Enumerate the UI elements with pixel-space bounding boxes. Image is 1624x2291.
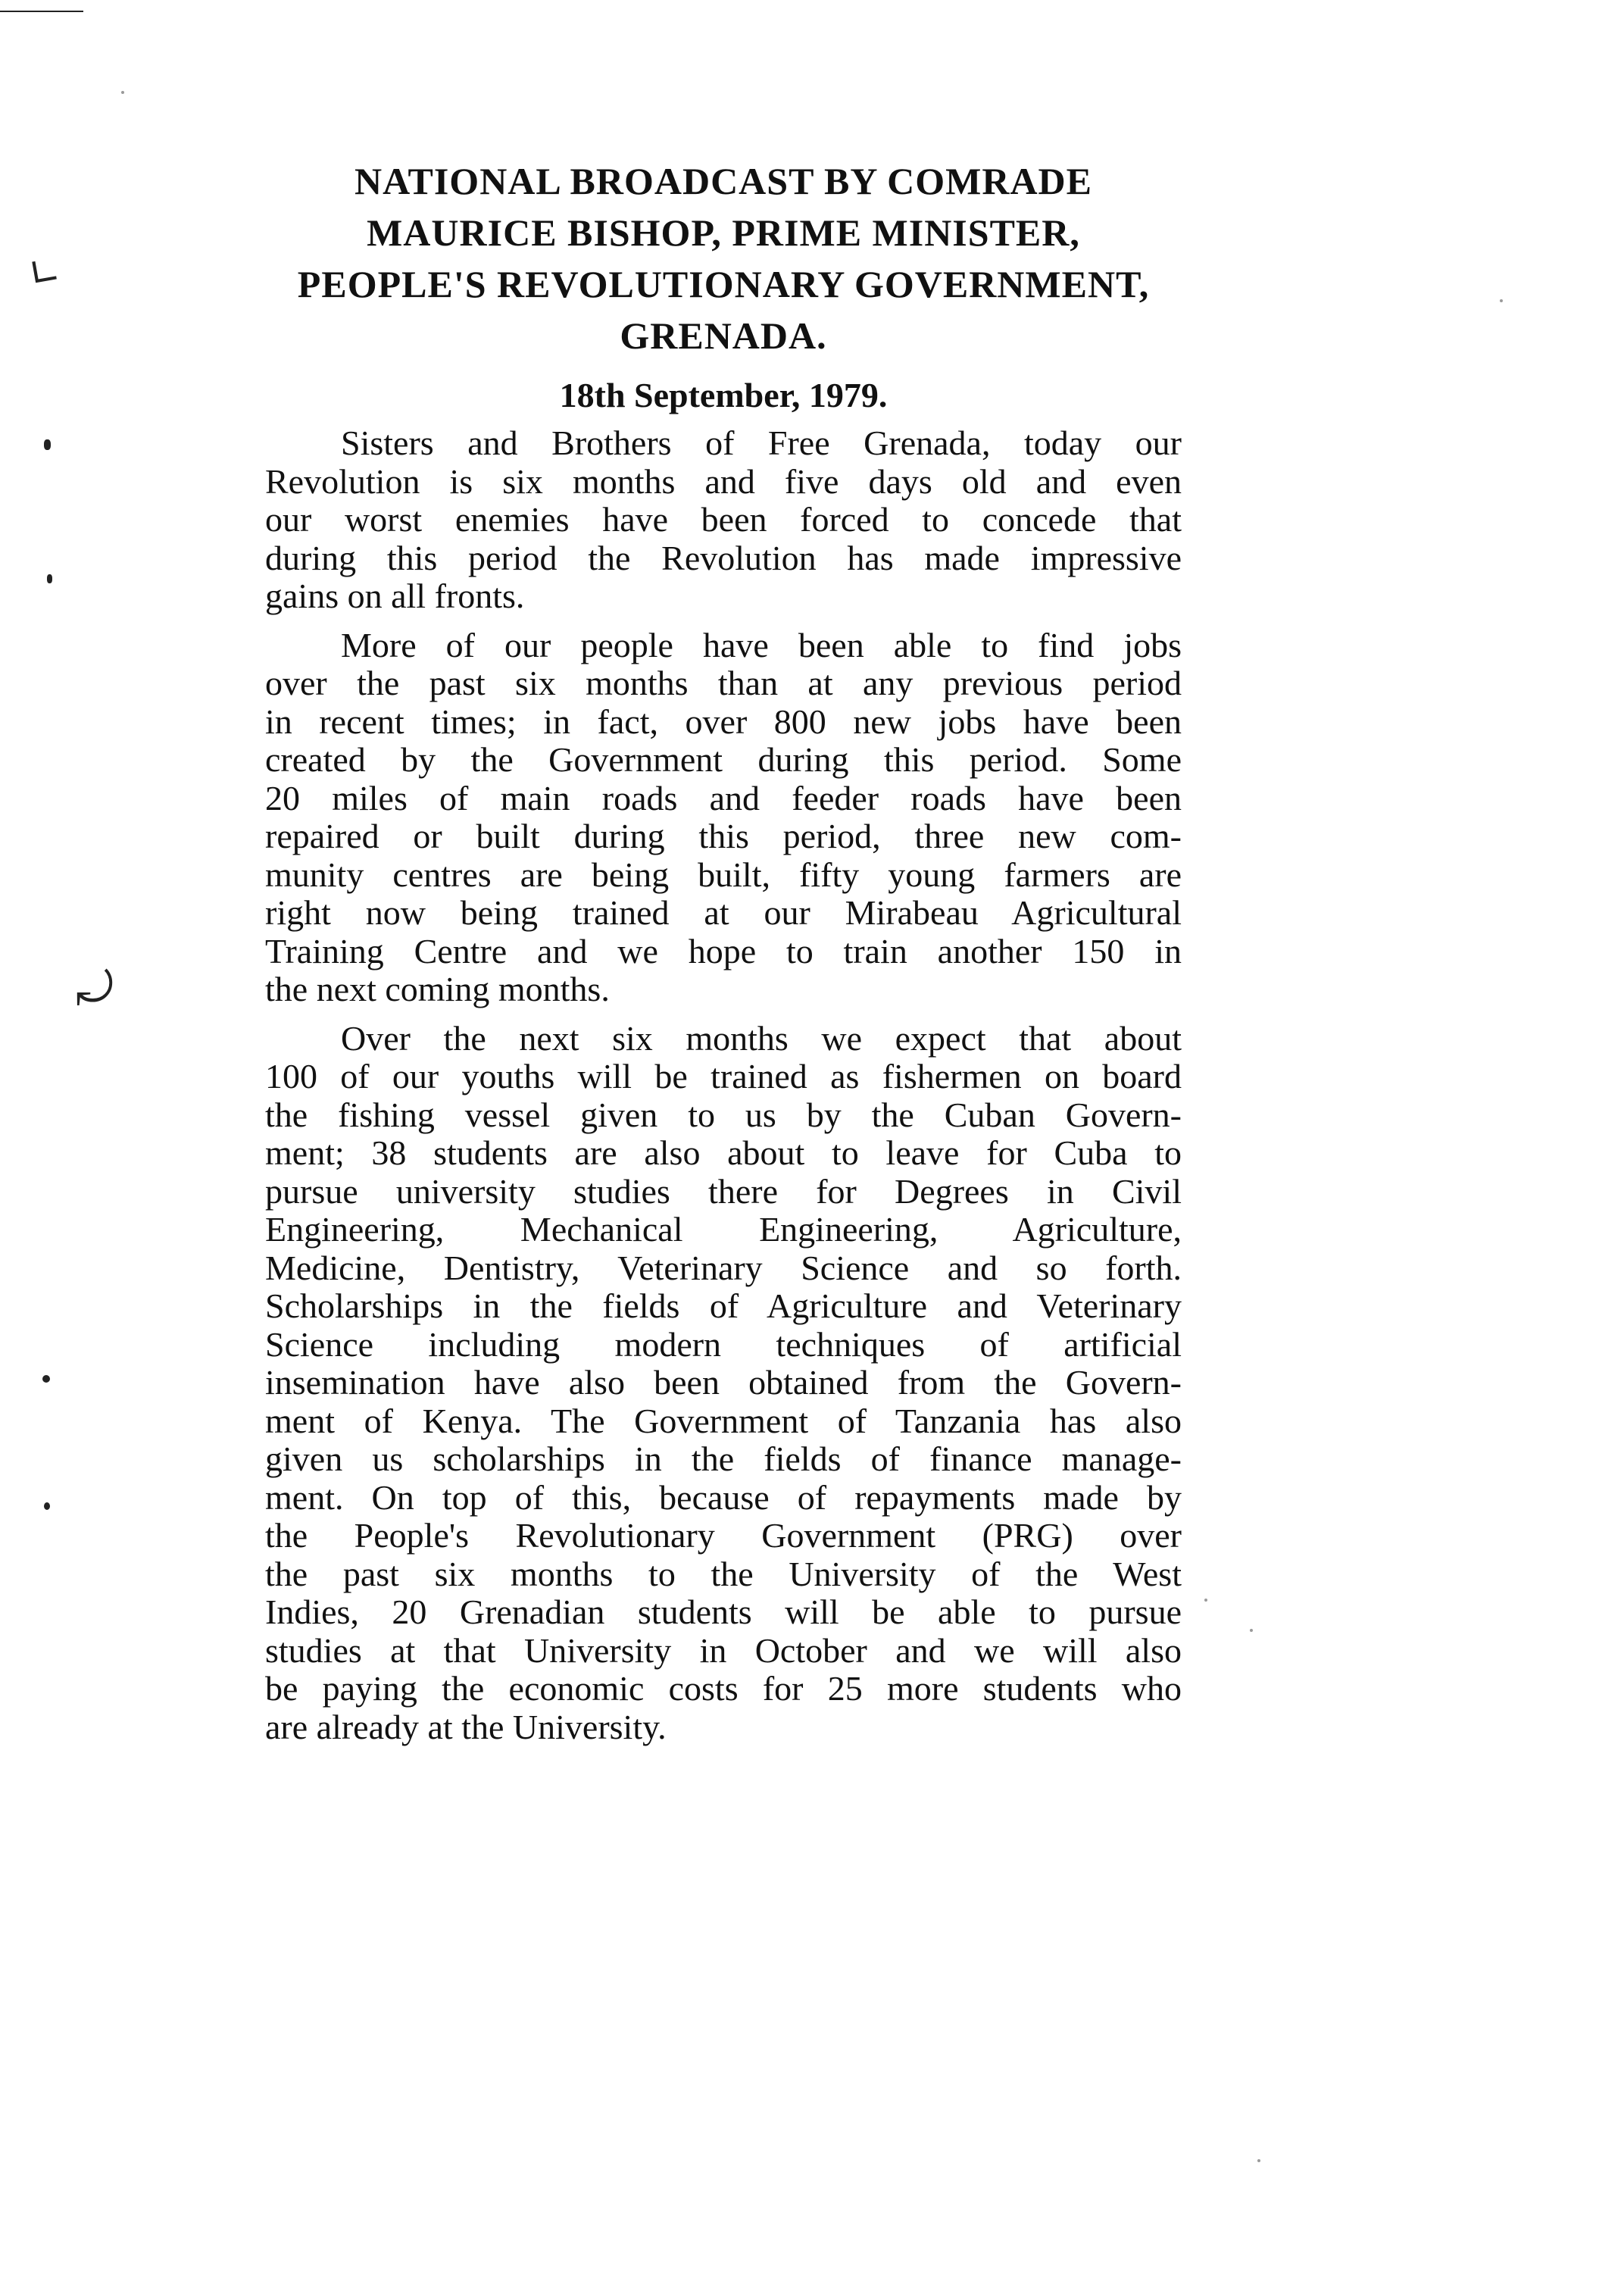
text-line: More of our people have been able to find jobs (341, 625, 1182, 664)
text-line: 100 of our youths will be trained as fishermen on board (265, 1057, 1182, 1095)
heading-line: MAURICE BISHOP, PRIME MINISTER, (367, 211, 1080, 254)
scan-speck (1250, 1629, 1253, 1632)
margin-dot-mark (42, 1375, 50, 1383)
heading-line: NATIONAL BROADCAST BY COMRADE (354, 160, 1093, 202)
scan-speck (1204, 1599, 1207, 1602)
corner-rule (0, 11, 83, 12)
heading-line: GRENADA. (620, 314, 827, 357)
text-line: Engineering, Mechanical Engineering, Agriculture, (265, 1210, 1182, 1249)
paragraph-1 (265, 424, 1182, 616)
text-line: over the past six months than at any previous period (265, 664, 1182, 702)
heading-line: PEOPLE'S REVOLUTIONARY GOVERNMENT, (297, 263, 1150, 305)
scan-speck (121, 91, 124, 94)
margin-dot-mark (44, 439, 51, 450)
text-line: the fishing vessel given to us by the Cuban Govern- (265, 1095, 1182, 1134)
text-line: insemination have also been obtained from the Govern- (265, 1363, 1182, 1402)
text-line: Training Centre and we hope to train another 150 in (265, 931, 1182, 970)
text-line: created by the Government during this period. Some (265, 740, 1182, 779)
text-line: Sisters and Brothers of Free Grenada, today our (341, 424, 1182, 462)
text-line: gains on all fronts. (265, 577, 525, 615)
paragraph-3 (265, 1020, 1182, 1747)
text-line: given us scholarships in the fields of finance manage- (265, 1439, 1182, 1478)
text-line: studies at that University in October and we will also (265, 1630, 1182, 1670)
text-line: during this period the Revolution has made impressive (265, 538, 1182, 577)
margin-bracket-mark: ∟ (25, 247, 64, 297)
paragraph-2 (265, 627, 1182, 1009)
text-line: munity centres are being built, fifty young farmers are (265, 855, 1182, 894)
text-line: be paying the economic costs for 25 more students who (265, 1669, 1182, 1708)
text-line: repaired or built during this period, three new com- (265, 817, 1182, 855)
text-line: in recent times; in fact, over 800 new jobs have been (265, 702, 1182, 741)
text-line: Scholarships in the fields of Agriculture and Veterinary (265, 1286, 1182, 1325)
margin-dot-mark (44, 1502, 50, 1510)
body-text (265, 424, 1182, 1757)
text-line: the past six months to the University of the West (265, 1554, 1182, 1593)
text-line: the next coming months. (265, 970, 610, 1008)
text-line: right now being trained at our Mirabeau Agricultural (265, 893, 1182, 932)
scan-speck (1257, 2159, 1260, 2162)
text-line: our worst enemies have been forced to concede that (265, 500, 1182, 539)
margin-curve-mark: ⤾ (76, 962, 114, 1015)
text-line: 20 miles of main roads and feeder roads have been (265, 778, 1182, 817)
scan-speck (1500, 299, 1503, 302)
text-line: the People's Revolutionary Government (PRG) over (265, 1516, 1182, 1555)
text-line: ment of Kenya. The Government of Tanzania has also (265, 1401, 1182, 1440)
text-line: are already at the University. (265, 1707, 667, 1746)
text-line: ment. On top of this, because of repayments made by (265, 1477, 1182, 1517)
broadcast-heading (258, 155, 1189, 361)
margin-dot-mark (47, 574, 52, 583)
text-line: Over the next six months we expect that about (341, 1018, 1182, 1058)
text-line: Indies, 20 Grenadian students will be able to pursue (265, 1592, 1182, 1631)
text-line: pursue university studies there for Degrees in Civil (265, 1171, 1182, 1211)
text-line: Medicine, Dentistry, Veterinary Science and so forth. (265, 1248, 1182, 1287)
text-line: Revolution is six months and five days old and even (265, 461, 1182, 501)
broadcast-date: 18th September, 1979. (559, 376, 888, 414)
text-line: Science including modern techniques of artificial (265, 1324, 1182, 1364)
text-line: ment; 38 students are also about to leave for Cuba to (265, 1133, 1182, 1172)
